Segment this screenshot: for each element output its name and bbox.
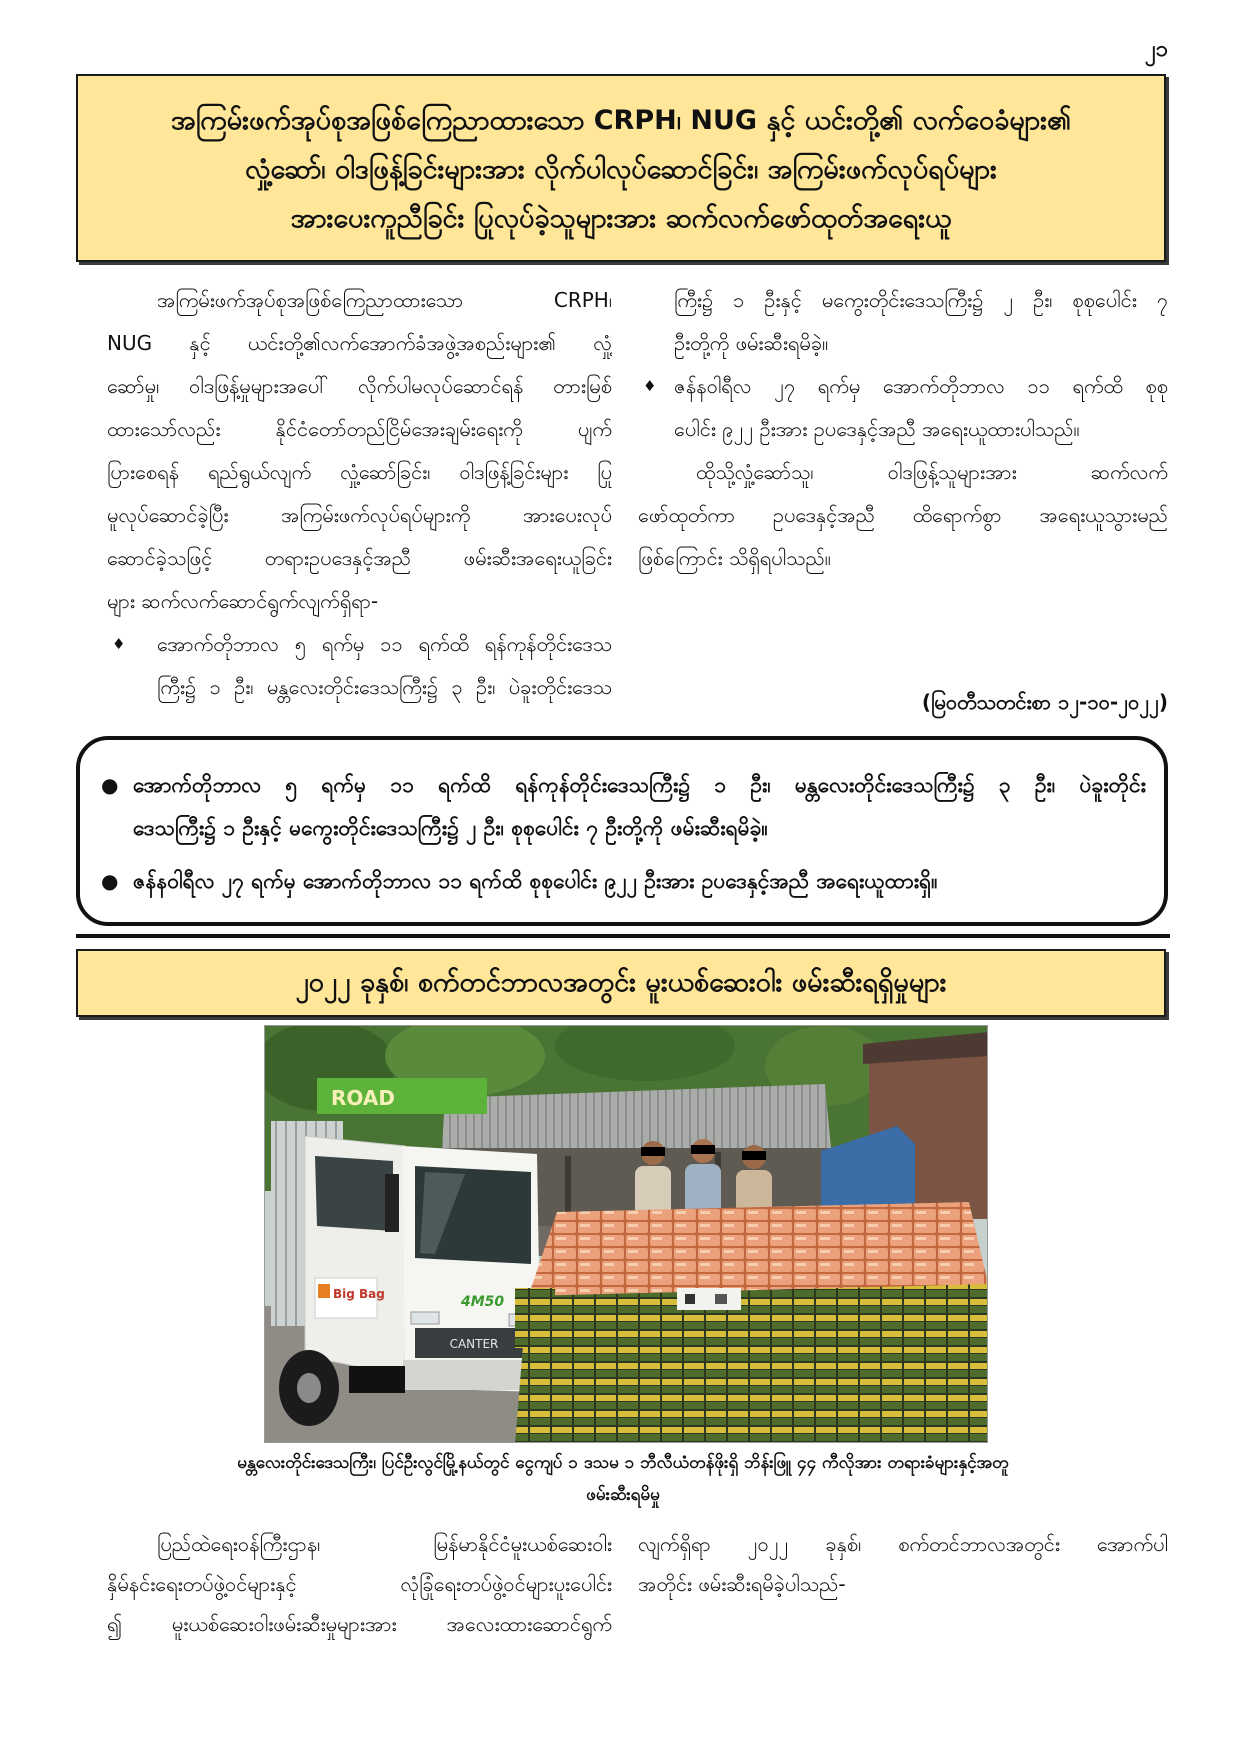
headline-line: လှုံ့ဆော်၊ ဝါဒဖြန့်ခြင်းများအား လိုက်ပါလုပ်ဆောင်ခြင်း၊ အကြမ်းဖက်လုပ်ရပ်များ bbox=[245, 154, 997, 185]
article-line: ဆောင်ခဲ့သဖြင့် တရားဥပဒေနှင့်အညီ ဖမ်းဆီးအရေးယူခြင်း bbox=[107, 546, 612, 570]
face-censor-bar bbox=[691, 1145, 715, 1154]
article-line: ထားသော်လည်း နိုင်ငံတော်တည်ငြိမ်အေးချမ်းရေးကို ပျက် bbox=[107, 417, 612, 441]
summary-item bbox=[101, 860, 1146, 903]
bullet-text: အောက်တိုဘာလ ၅ ရက်မှ ၁၁ ရက်ထိ ရန်ကုန်တိုင်းဒေသ bbox=[157, 632, 612, 656]
article-line: ဖြစ်ကြောင်း သိရှိရပါသည်။ bbox=[638, 546, 831, 570]
summary-text: အောက်တိုဘာလ ၅ ရက်မှ ၁၁ ရက်ထိ ရန်ကုန်တိုင်းဒေသကြီး၌ ၁ ဦး၊ မန္တလေးတိုင်းဒေသကြီး၌ ၃ ဦး၊ ပဲခူးတိုင်း bbox=[133, 773, 1146, 797]
section-body-left bbox=[107, 1524, 612, 1644]
headline-box bbox=[76, 74, 1166, 262]
article-right-column bbox=[638, 279, 1168, 580]
bullet-item bbox=[638, 365, 1168, 408]
article-line: အတိုင်း ဖမ်းဆီးရမိခဲ့ပါသည်- bbox=[638, 1572, 846, 1596]
wheel-hub bbox=[297, 1373, 321, 1403]
license-plate-censored bbox=[349, 1366, 405, 1393]
grille-text: CANTER bbox=[449, 1337, 499, 1351]
bullet-item bbox=[107, 623, 612, 666]
face-censor-bar bbox=[641, 1147, 665, 1156]
summary-text: ဒေသကြီး၌ ၁ ဦးနှင့် မကွေးတိုင်းဒေသကြီး၌ ၂ ဦး၊ စုစုပေါင်း ၇ ဦးတို့ကို ဖမ်းဆီးရမိခဲ့။ bbox=[133, 816, 768, 840]
package-pile-top bbox=[527, 1202, 988, 1300]
bullet-text: ဇန်နဝါရီလ ၂၇ ရက်မှ အောက်တိုဘာလ ၁၁ ရက်ထိ စုစု bbox=[674, 374, 1168, 398]
evidence-item bbox=[715, 1294, 727, 1304]
seizure-photo bbox=[264, 1025, 988, 1443]
roof-sign-text: ROAD bbox=[331, 1086, 395, 1110]
summary-text: ဇန်နဝါရီလ ၂၇ ရက်မှ အောက်တိုဘာလ ၁၁ ရက်ထိ စုစုပေါင်း ၉၂၂ ဦးအား ဥပဒေနှင့်အညီ အရေးယူထားရှိ။ bbox=[133, 869, 938, 893]
package-pile-bottom bbox=[515, 1284, 988, 1443]
headline-line: အားပေးကူညီခြင်း ပြုလုပ်ခဲ့သူများအား ဆက်လက်ဖော်ထုတ်အရေးယူ bbox=[290, 203, 952, 234]
headline-line: အကြမ်းဖက်အုပ်စုအဖြစ်ကြေညာထားသော CRPH၊ NUG နှင့် ယင်းတို့၏ လက်ဝေခံများ၏ bbox=[170, 105, 1072, 136]
bullet-text: ဦးတို့ကို ဖမ်းဆီးရမိခဲ့။ bbox=[674, 331, 829, 355]
round-bullet-icon: ● bbox=[101, 869, 119, 893]
side-window bbox=[315, 1156, 393, 1231]
door-logo-text: Big Bag bbox=[333, 1287, 385, 1301]
summary-box bbox=[76, 736, 1168, 926]
headlight bbox=[411, 1312, 439, 1324]
seized-packages bbox=[515, 1202, 988, 1443]
bullet-text: ကြီး၌ ၁ ဦးနှင့် မကွေးတိုင်းဒေသကြီး၌ ၂ ဦး၊ စုစုပေါင်း ၇ bbox=[674, 288, 1168, 312]
evidence-item bbox=[685, 1294, 695, 1304]
article-line: ပြားစေရန် ရည်ရွယ်လျက် လှုံ့ဆော်ခြင်း၊ ဝါဒဖြန့်ခြင်းများ ပြု bbox=[107, 460, 612, 484]
side-mirror bbox=[385, 1174, 399, 1232]
bullet-text: ကြီး၌ ၁ ဦး၊ မန္တလေးတိုင်းဒေသကြီး၌ ၃ ဦး၊ ပဲခူးတိုင်းဒေသ bbox=[157, 675, 612, 699]
article-source: (မြဝတီသတင်းစာ ၁၂-၁၀-၂၀၂၂) bbox=[921, 690, 1168, 714]
article-line: နှိမ်နင်းရေးတပ်ဖွဲ့ဝင်များနှင့် လုံခြုံရေးတပ်ဖွဲ့ဝင်များပူးပေါင်း bbox=[107, 1572, 612, 1596]
section-body-right bbox=[638, 1524, 1168, 1604]
article-line: အကြမ်းဖက်အုပ်စုအဖြစ်ကြေညာထားသော CRPH၊ bbox=[157, 288, 612, 312]
diamond-bullet-icon: ♦ bbox=[643, 377, 657, 395]
article-line: ၍ မူးယစ်ဆေးဝါးဖမ်းဆီးမှုများအား အလေးထားဆောင်ရွက် bbox=[107, 1612, 612, 1636]
photo-caption: ဖမ်းဆီးရမိမှု bbox=[586, 1485, 660, 1505]
article-line: မူလုပ်ဆောင်ခဲ့ပြီး အကြမ်းဖက်လုပ်ရပ်များကို အားပေးလုပ် bbox=[107, 503, 612, 527]
page-number: ၂၁ bbox=[1144, 37, 1168, 62]
article-line: ပြည်ထဲရေးဝန်ကြီးဌာန၊ မြန်မာနိုင်ငံမူးယစ်ဆေးဝါး bbox=[157, 1532, 612, 1556]
bullet-text: ပေါင်း ၉၂၂ ဦးအား ဥပဒေနှင့်အညီ အရေးယူထားပါသည်။ bbox=[674, 417, 1080, 441]
article-line: ထိုသို့လှုံ့ဆော်သူ၊ ဝါဒဖြန့်သူများအား ဆက်လက် bbox=[696, 460, 1168, 484]
section-title: ၂၀၂၂ ခုနှစ်၊ စက်တင်ဘာလအတွင်း မူးယစ်ဆေးဝါး ဖမ်းဆီးရရှိမှုများ bbox=[76, 949, 1166, 1017]
summary-item-continued bbox=[133, 807, 1146, 850]
article-left-column bbox=[107, 279, 612, 709]
article-line: လျက်ရှိရာ ၂၀၂၂ ခုနှစ်၊ စက်တင်ဘာလအတွင်း အောက်ပါ bbox=[638, 1532, 1168, 1556]
section-divider bbox=[76, 934, 1170, 938]
summary-item bbox=[101, 764, 1146, 807]
face-censor-bar bbox=[742, 1151, 766, 1160]
photo-caption: မန္တလေးတိုင်းဒေသကြီး၊ ပြင်ဦးလွင်မြို့နယ်တွင် ငွေကျပ် ၁ ဒသမ ၁ ဘီလီယံတန်ဖိုးရှိ ဘိန်းဖြူ ၄၄ ကီလိုအား တရားခံများနှင့်အတူ bbox=[237, 1453, 1009, 1473]
package-stack bbox=[515, 1288, 555, 1348]
diamond-bullet-icon: ♦ bbox=[112, 635, 126, 653]
article-line: ဖော်ထုတ်ကာ ဥပဒေနှင့်အညီ ထိရောက်စွာ အရေးယူသွားမည် bbox=[638, 503, 1168, 527]
model-badge: 4M50 bbox=[461, 1294, 505, 1310]
logo-mark bbox=[318, 1284, 330, 1298]
seizure-photo-svg bbox=[265, 1026, 988, 1443]
article-line: NUG နှင့် ယင်းတို့၏လက်အောက်ခံအဖွဲ့အစည်းများ၏ လှုံ့ bbox=[107, 331, 612, 355]
round-bullet-icon: ● bbox=[101, 773, 119, 797]
article-line: များ ဆက်လက်ဆောင်ရွက်လျက်ရှိရာ- bbox=[107, 589, 379, 613]
article-line: ဆော်မှု၊ ဝါဒဖြန့်မှုများအပေါ် လိုက်ပါမလုပ်ဆောင်ရန် တားမြစ် bbox=[107, 374, 612, 398]
